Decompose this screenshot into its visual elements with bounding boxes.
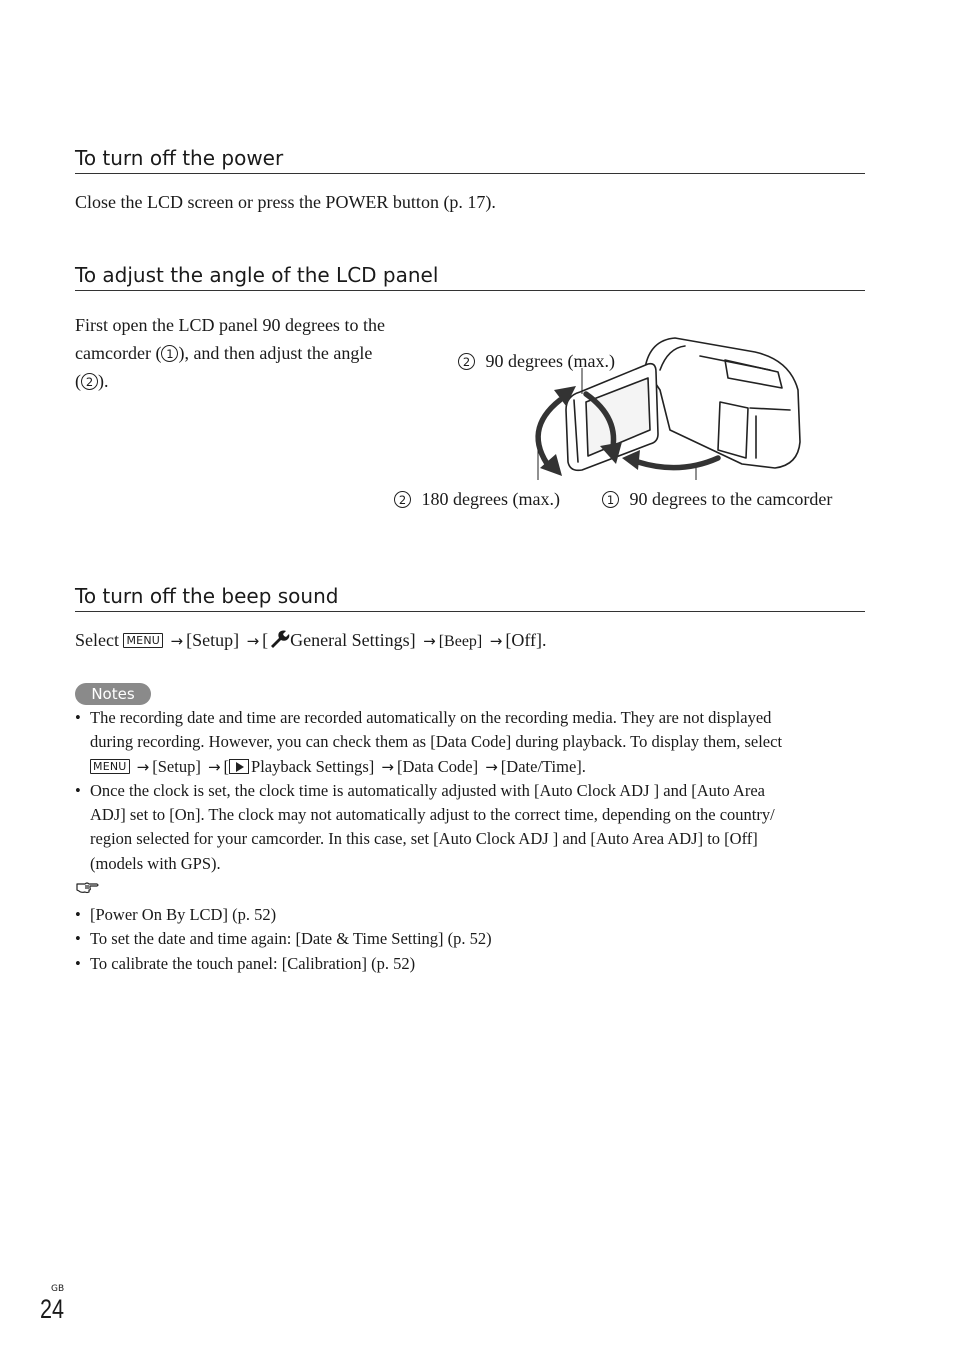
page-number: 24 [40, 1294, 65, 1324]
callout-90-max [458, 348, 615, 374]
lcd-text: camcorder ( [75, 343, 162, 363]
note-text: ADJ] set to [On]. The clock may not automatically adjust to the correct time, depending on the country/ [90, 805, 775, 825]
step-2-marker: 2 [81, 373, 98, 390]
arrow-right-icon: → [207, 757, 221, 776]
bracket-text: [ [223, 756, 230, 776]
related-link-power-on-by-lcd: [Power On By LCD] (p. 52) [90, 905, 277, 924]
heading-rule [75, 173, 865, 174]
related-item [75, 952, 865, 976]
heading-rule [75, 611, 865, 612]
date-time-text: [Date/Time]. [500, 756, 586, 776]
arrow-right-icon: → [423, 632, 436, 650]
bracket-text: [ [262, 630, 269, 650]
callout-text: 90 degrees to the camcorder [629, 489, 833, 509]
off-option-text: [Off]. [505, 630, 547, 650]
data-code-text: [Data Code] [397, 756, 479, 776]
heading-turn-off-power: To turn off the power [75, 146, 284, 170]
playback-settings-text: Playback Settings] [251, 756, 375, 776]
bullet: • [75, 929, 81, 949]
callout-text: 180 degrees (max.) [421, 489, 560, 509]
arrow-right-icon: → [246, 632, 260, 650]
lcd-text: ), and then adjust the angle [178, 343, 373, 363]
menu-button-icon: MENU [90, 759, 130, 774]
heading-rule [75, 290, 865, 291]
general-settings-text: General Settings] [290, 630, 416, 650]
arrow-right-icon: → [381, 757, 394, 776]
callout-text: 90 degrees (max.) [485, 351, 615, 371]
beep-instructions [75, 626, 546, 656]
note-item [75, 779, 865, 876]
related-item [75, 903, 865, 927]
beep-select-text: Select [75, 630, 119, 650]
playback-icon [229, 759, 249, 774]
callout-90-camcorder [602, 486, 832, 512]
bullet: • [75, 708, 81, 727]
pointing-hand-icon [75, 878, 101, 896]
lcd-line-2 [75, 339, 435, 367]
arrow-right-icon: → [170, 632, 184, 650]
bullet: • [75, 953, 81, 973]
heading-adjust-lcd: To adjust the angle of the LCD panel [75, 263, 439, 287]
related-link-date-time-setting: To set the date and time again: [Date & Time Setting] (p. 52) [90, 929, 492, 949]
lcd-instructions [75, 311, 435, 395]
step-2-marker: 2 [394, 491, 411, 508]
note-text: Once the clock is set, the clock time is automatically adjusted with [Auto Clock ADJ ] and [Auto Area [90, 780, 765, 800]
arrow-right-icon: → [485, 757, 498, 776]
notes-list [75, 706, 865, 876]
step-1-marker: 1 [602, 491, 619, 508]
note-menu-path [90, 755, 865, 779]
lcd-line-3 [75, 367, 435, 395]
menu-button-icon: MENU [123, 633, 163, 648]
lcd-text: ). [98, 371, 109, 391]
note-text: region selected for your camcorder. In this case, set [Auto Clock ADJ ] and [Auto Area ADJ] to [Off] [90, 829, 758, 849]
lcd-text: ( [75, 371, 81, 391]
beep-menu-text: [Beep] [438, 633, 483, 650]
step-1-marker: 1 [161, 345, 178, 362]
region-label: GB [51, 1284, 65, 1294]
arrow-right-icon: → [489, 632, 503, 650]
arrow-right-icon: → [136, 757, 150, 776]
related-list [75, 903, 865, 976]
power-instructions: Close the LCD screen or press the POWER button (p. 17). [75, 192, 496, 212]
heading-turn-off-beep: To turn off the beep sound [75, 584, 339, 608]
bullet: • [75, 905, 81, 924]
note-text: The recording date and time are recorded automatically on the recording media. They are not displayed [90, 708, 772, 727]
note-text: (models with GPS). [90, 853, 221, 873]
notes-badge: Notes [75, 683, 151, 705]
setup-menu-text: [Setup] [186, 630, 240, 650]
wrench-icon [268, 630, 290, 648]
step-2-marker: 2 [458, 353, 475, 370]
related-link-calibration: To calibrate the touch panel: [Calibration] (p. 52) [90, 953, 416, 973]
related-item [75, 927, 865, 951]
note-item [75, 706, 865, 779]
setup-menu-text: [Setup] [152, 756, 201, 776]
note-text: during recording. However, you can check them as [Data Code] during playback. To display them, select [90, 732, 783, 752]
callout-180-max [394, 486, 560, 512]
bullet: • [75, 780, 81, 800]
lcd-line-1: First open the LCD panel 90 degrees to the [75, 315, 385, 335]
